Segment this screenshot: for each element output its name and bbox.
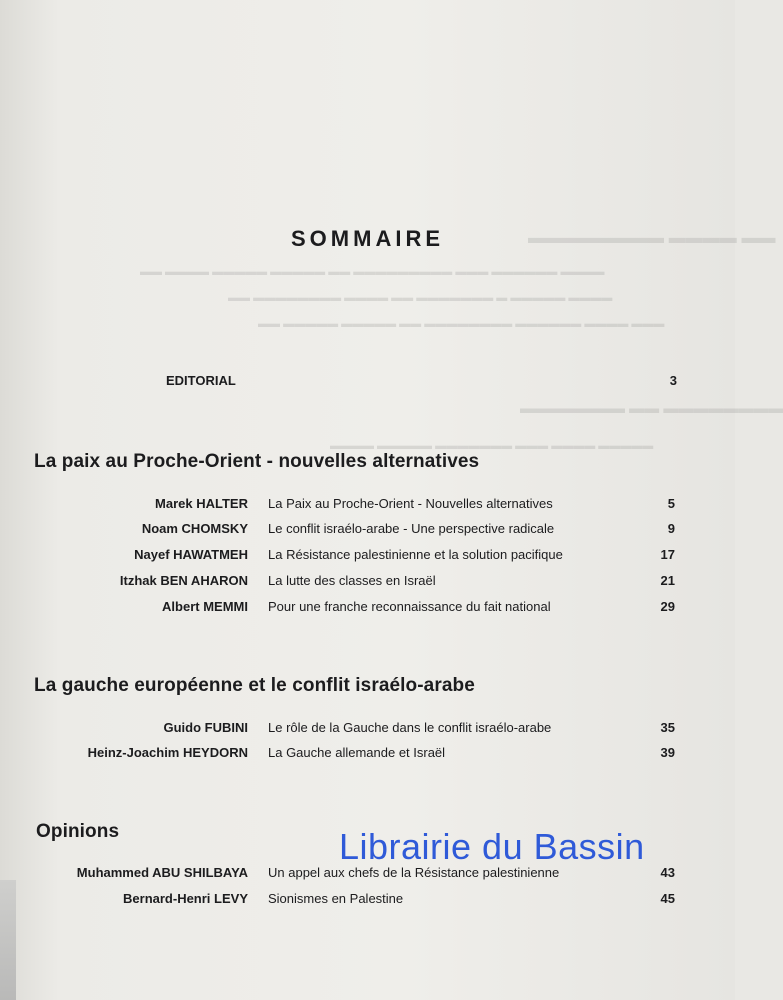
entry-article-title: Pour une franche reconnaissance du fait national bbox=[268, 599, 551, 614]
toc-entry bbox=[0, 521, 735, 541]
entry-page-number: 45 bbox=[660, 891, 675, 906]
entry-page-number: 39 bbox=[660, 745, 675, 760]
entry-page-number: 17 bbox=[660, 547, 675, 562]
entry-article-title: Sionismes en Palestine bbox=[268, 891, 404, 906]
editorial-page-number: 3 bbox=[669, 373, 677, 388]
section-heading: La gauche européenne et le conflit israélo-arabe bbox=[34, 675, 475, 696]
entry-article-title: Un appel aux chefs de la Résistance palestinienne bbox=[268, 865, 560, 880]
show-through-line: ▬▬▬▬▬ ▬▬▬▬ ▬▬▬ ▬▬▬▬▬▬▬ ▬▬▬▬▬ ▬▬▬▬ bbox=[330, 440, 654, 452]
show-through-line: ▬▬▬▬ ▬▬▬▬▬▬ ▬▬▬ ▬▬▬▬▬▬▬▬▬ ▬▬ ▬▬▬▬▬ ▬▬▬▬▬ ▬▬▬▬ ▬▬ bbox=[140, 266, 605, 278]
entry-page-number: 43 bbox=[660, 865, 675, 880]
toc-entry bbox=[0, 745, 735, 765]
entry-article-title: La lutte des classes en Israël bbox=[268, 573, 436, 588]
toc-entry bbox=[0, 573, 735, 593]
section-heading: Opinions bbox=[36, 821, 120, 842]
bookseller-watermark: Librairie du Bassin bbox=[339, 826, 645, 867]
toc-entry bbox=[0, 599, 735, 619]
toc-entry bbox=[0, 547, 735, 567]
entry-page-number: 9 bbox=[667, 521, 675, 536]
entry-author: Muhammed ABU SHILBAYA bbox=[76, 865, 248, 880]
entry-page-number: 5 bbox=[667, 496, 675, 511]
show-through-line: ▬▬ ▬▬▬▬ ▬▬▬▬▬▬▬▬ bbox=[528, 228, 776, 247]
toc-entry bbox=[0, 496, 735, 516]
entry-author: Marek HALTER bbox=[155, 496, 248, 511]
entry-author: Bernard-Henri LEVY bbox=[123, 891, 248, 906]
entry-author: Heinz-Joachim HEYDORN bbox=[87, 745, 248, 760]
entry-author: Guido FUBINI bbox=[163, 720, 248, 735]
entry-author: Itzhak BEN AHARON bbox=[119, 573, 248, 588]
toc-entry bbox=[0, 720, 735, 740]
entry-article-title: La Gauche allemande et Israël bbox=[268, 745, 446, 760]
entry-page-number: 29 bbox=[660, 599, 675, 614]
entry-article-title: Le rôle de la Gauche dans le conflit israélo-arabe bbox=[268, 720, 552, 735]
page-title: SOMMAIRE bbox=[291, 226, 444, 251]
entry-author: Noam CHOMSKY bbox=[141, 521, 248, 536]
entry-page-number: 21 bbox=[660, 573, 675, 588]
entry-article-title: Le conflit israélo-arabe - Une perspective radicale bbox=[268, 521, 555, 536]
toc-entry bbox=[0, 891, 735, 911]
entry-author: Nayef HAWATMEH bbox=[134, 547, 248, 562]
entry-author: Albert MEMMI bbox=[162, 599, 248, 614]
entry-page-number: 35 bbox=[660, 720, 675, 735]
entry-article-title: La Résistance palestinienne et la solution pacifique bbox=[268, 547, 563, 562]
entry-article-title: La Paix au Proche-Orient - Nouvelles alternatives bbox=[268, 496, 553, 511]
show-through-line: ▬▬▬▬ ▬▬▬▬▬ ▬ ▬▬▬▬▬▬▬ ▬▬ ▬▬▬▬ ▬▬▬▬▬▬▬▬ ▬▬ bbox=[228, 292, 613, 304]
editorial-label: EDITORIAL bbox=[166, 373, 236, 388]
toc-entry bbox=[0, 865, 735, 885]
show-through-line: ▬▬▬ ▬▬▬▬ ▬▬▬▬▬▬ ▬▬▬▬▬▬▬▬ ▬▬ ▬▬▬▬▬ ▬▬▬▬▬ ▬▬ bbox=[258, 318, 665, 330]
section-heading: La paix au Proche-Orient - nouvelles alternatives bbox=[34, 451, 480, 472]
show-through-line: ▬▬▬▬▬▬▬▬ ▬▬ ▬▬▬▬▬▬▬ bbox=[520, 400, 783, 417]
